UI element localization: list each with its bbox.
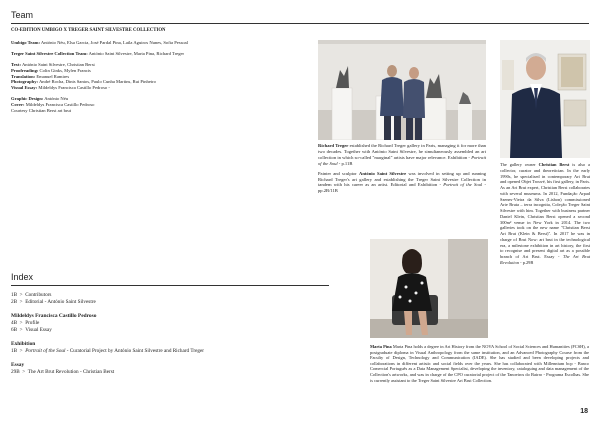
bio-pina: Marta Pina Marta Pina holds a degree in Art History from the NOVA School of Social Sciences and Humanities (FCSH), a postgraduate diploma in Visual Anthropology from the same institution, and an Advanced Photography Course from the Faculty of Design, Technology and Communication (IADE). She has studied and been developing projects and collaborations in different artistic and social fields over the years. She has collaborated with Millennium bcp - Banco Comercial Português as a Data Management Specialist, developing the inventory, cataloguing and data management of the Collection's artworks, and was in charge of the CPO curatorial project of the Tanoeiros do Bairro - Programa Escolhas. She is currently assistant to the Treger Saint Silvestre Art Brut Collection.: [370, 344, 589, 383]
index-essay-heading: Essay: [11, 362, 25, 368]
page-number: 18: [580, 408, 588, 415]
index-rule: [11, 285, 329, 286]
translation-credit: Translation: Emanuel Ramires: [11, 73, 70, 79]
index-entry[interactable]: 29B > The Art Brut Revolution - Christian Berst: [11, 369, 115, 375]
index-list: [11, 292, 331, 376]
treger-team: Treger Saint Silvestre Collection Team: António Saint Silvestre, Marta Pina, Richard Treger: [11, 50, 185, 56]
photography-credit: Photography: André Rocha, Dinis Santos, Paulo Cunha Martins, Rui Pinheiro: [11, 79, 156, 85]
coedition-title: CO-EDITION UMBIGO X TREGER SAINT SILVESTRE COLLECTION: [11, 28, 166, 33]
photo-christian-berst: [500, 40, 590, 158]
courtesy-credit: Courtesy Christian Berst art brut: [11, 108, 71, 114]
graphic-design-credit: Graphic Design: António Néu: [11, 96, 69, 102]
index-entry[interactable]: 1B > Contributors: [11, 292, 52, 298]
index-entry[interactable]: 1B > Portrait of the Soul - Curatorial Project by António Saint Silvestre and Richard Treger: [11, 348, 204, 354]
team-credits: [11, 28, 191, 114]
photo-marta-pina: [370, 239, 488, 338]
index-entry[interactable]: 6B > Visual Essay: [11, 327, 52, 333]
index-exhibition-heading: Exhibition: [11, 341, 36, 347]
berst-photo-image: [500, 40, 590, 158]
umbigo-team: Umbigo Team: António Néu, Elsa Garcia, José Pardal Pina, Laila Aguiros Nunes, Sofia Pessoal: [11, 39, 188, 45]
text-credit: Text: António Saint Silvestre, Christian Berst: [11, 61, 95, 67]
index-artist-heading: Mildeldys Francisca Castillo Pedroso: [11, 313, 97, 319]
bio-berst: The gallery owner Christian Berst is also a collector, curator and theoretician. In the early 1990s, he specialised in contemporary Art Brut and opened Objet Trouvé, his first gallery, in Paris. As an Art Brut expert, Christian Berst collaborates with several museums. In 2012, Fundação Arpad Szenes-Vieira da Silva (Lisbon) commissioned Arte Bruta – terra incognita, Coleção Treger Saint Silvestre with him. Together with business partner Daniel Klein, Christian Berst opened a second 300m² venue in New York in 2014. The two galleries took on the new name "Christian Berst Art Brut (Klein & Berst)". In 2017 he was in charge of Brut Now: art brut in the technological era, a milestone exhibition in art history, the first to recognise and present digital art as a possible branch of Art Brut. Essay - The Art Brut Revolution - p.29B: [500, 162, 590, 265]
index-entry[interactable]: 4B > Profile: [11, 320, 40, 326]
bio-treger: Richard Treger established the Richard Treger gallery in Paris, managing it for more than two decades. Together with António Saint Silvestre, he simultaneously assembled an art collection in which so-called "marginal" artists have major relevance. Exhibition - Portrait of the Soul - p.11B Painter and sculptor António Saint Silvestre was involved in setting up and running Richard Treger's art gallery and establishing the Treger Saint Silvestre Collection in tandem with his career as an artist. Editorial and Exhibition - Portrait of the Soul - pp.2B/11B: [318, 143, 487, 194]
gallery-photo-image: [318, 40, 486, 140]
proofreading-credit: Proofreading: Colin Ginks, Mylen Francis: [11, 67, 91, 73]
index-entry[interactable]: 2B > Editorial - António Saint Silvestre: [11, 299, 96, 305]
index-heading: Index: [11, 272, 34, 282]
team-heading: Team: [11, 10, 34, 20]
cover-credit: Cover: Mildeldys Francisca Castillo Pedroso: [11, 102, 95, 108]
visual-essay-credit: Visual Essay: Mildeldys Francisca Castillo Pedroso -: [11, 85, 110, 91]
photo-treger-silvestre: [318, 40, 486, 140]
team-rule: [11, 23, 589, 24]
pina-photo-image: [370, 239, 488, 338]
